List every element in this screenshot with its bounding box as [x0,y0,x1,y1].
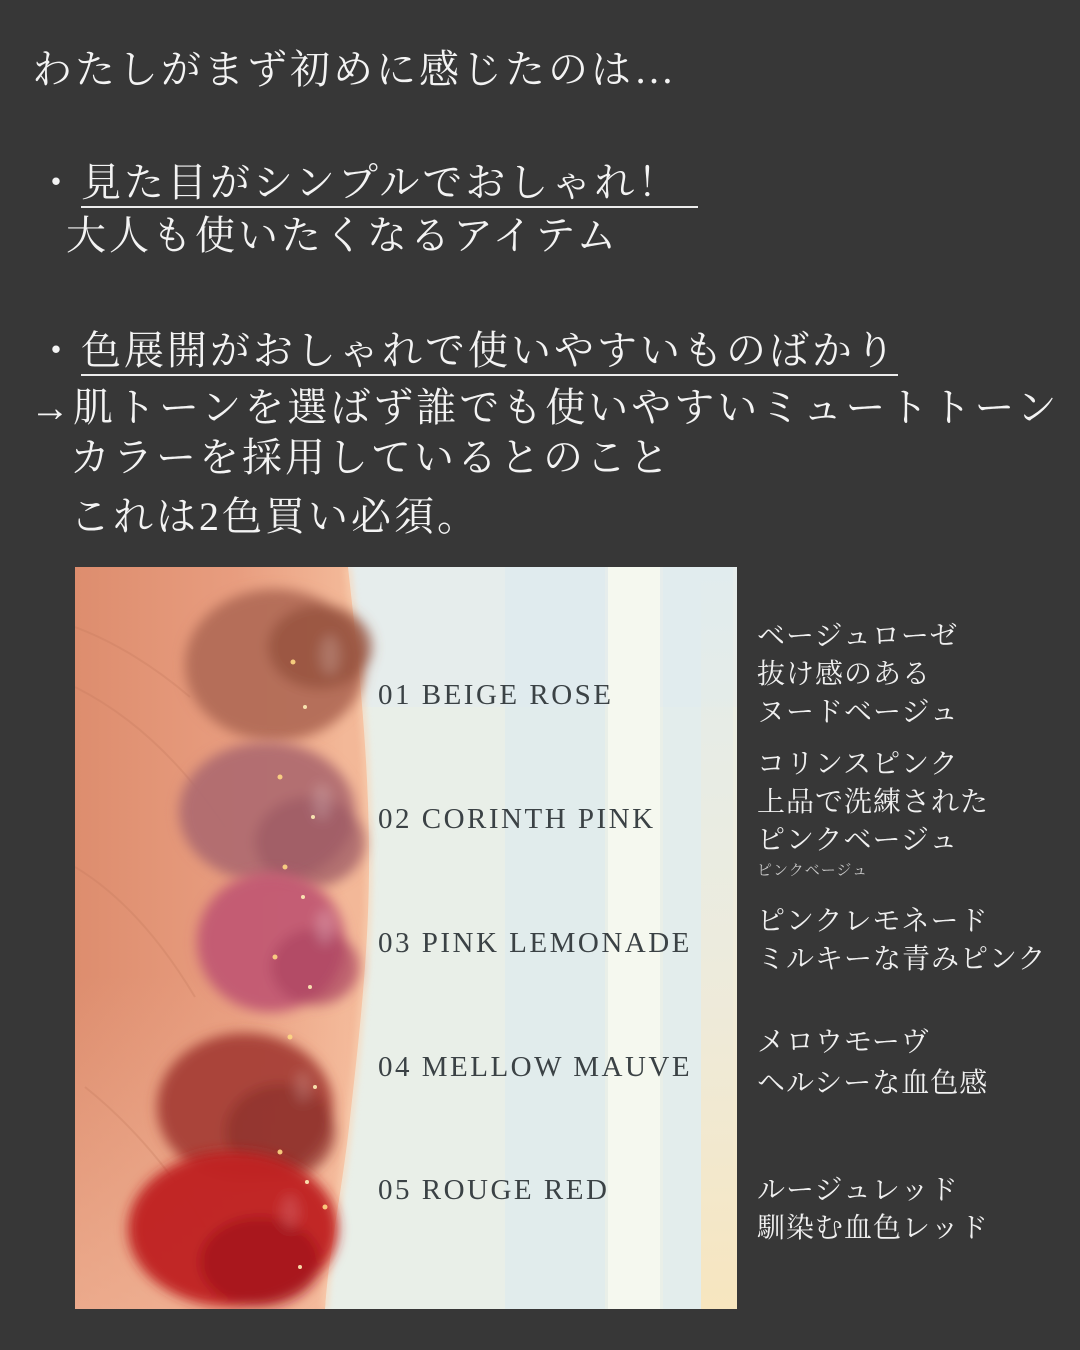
desc-small-note: ピンクベージュ [757,862,869,879]
desc-line: ルージュレッド [757,1175,959,1206]
desc-line: 抜け感のある [757,659,932,690]
swatch-beige-rose-patch [268,605,372,689]
shade-label-03: 03 PINK LEMONADE [378,927,692,959]
desc-line: コリンスピンク [757,749,959,780]
desc-rouge-red [757,1172,989,1248]
desc-line: ピンクベージュ [757,825,959,856]
photo-bg-cream-edge [701,567,737,1309]
swatch-photo [75,567,737,1309]
desc-line: ヘルシーな血色感 [757,1068,989,1099]
swatch-rouge-red-patch [200,1217,320,1307]
shade-label-04: 04 MELLOW MAUVE [378,1051,693,1083]
desc-line: メロウモーヴ [757,1027,930,1058]
desc-line: ヌードベージュ [757,697,959,728]
arrow-line-2: カラーを採用しているとのこと [70,435,672,480]
swatch-rouge-red [128,1151,338,1307]
bullet-2-underlined-text: 色展開がおしゃれで使いやすいものばかり [81,328,898,376]
bullet-1-followup: 大人も使いたくなるアイテム [66,213,620,258]
intro-line-1: わたしがまず初めに感じたのは… [32,47,677,92]
arrow-line-1: →肌トーンを選ばず誰でも使いやすいミュートトーン [30,385,1060,430]
desc-beige-rose [757,618,959,732]
desc-mellow-mauve [757,1022,988,1104]
shade-label-05: 05 ROUGE RED [378,1174,610,1206]
desc-line: ミルキーな青みピンク [757,944,1047,975]
bullet-2 [36,328,898,376]
arrow-line-3: これは2色買い必須。 [70,494,480,539]
desc-corinth-pink [757,746,989,882]
bullet-1-underlined-text: 見た目がシンプルでおしゃれ！ [81,160,698,208]
swatch-mellow-mauve-gloss [295,1071,311,1103]
bullet-1-marker: ・ [36,160,79,205]
bullet-2-marker: ・ [36,328,79,373]
desc-line: 上品で洗練された [757,787,990,818]
swatch-beige-rose-gloss [320,635,340,675]
desc-line: ピンクレモネード [757,906,989,937]
shade-label-02: 02 CORINTH PINK [378,803,656,835]
desc-pink-lemonade [757,903,1046,979]
bullet-1 [36,160,698,208]
swatch-rouge-red-gloss [281,1195,299,1229]
swatch-corinth-pink-gloss [313,784,331,820]
shade-label-01: 01 BEIGE ROSE [378,679,614,711]
swatch-pink-lemonade-gloss [316,909,334,945]
desc-line: 馴染む血色レッド [757,1213,989,1244]
swatch-pink-lemonade-patch [271,929,359,1005]
desc-line: ベージュローゼ [757,621,959,652]
